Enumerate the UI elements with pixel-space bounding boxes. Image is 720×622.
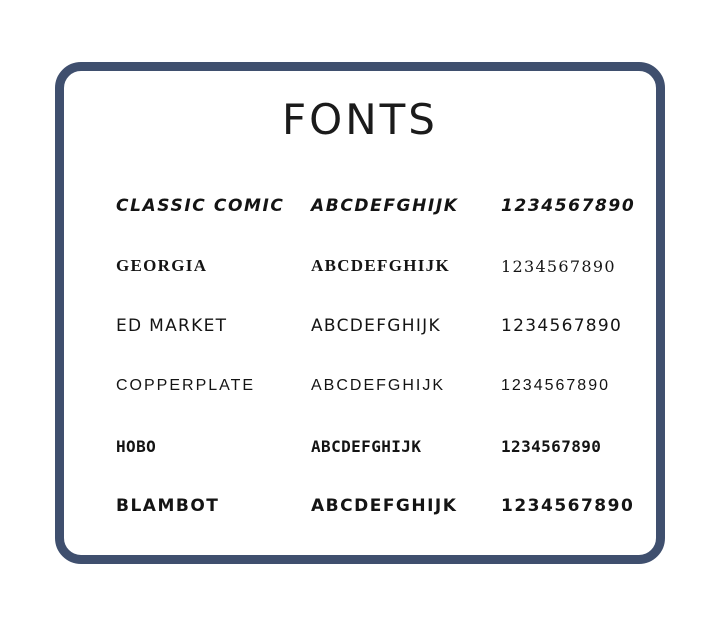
- list-item: [116, 236, 616, 296]
- list-item: [116, 356, 610, 416]
- font-name: GEORGIA: [116, 256, 208, 275]
- font-alphabet-sample: ABCDEFGHIJK: [311, 256, 450, 275]
- font-alphabet-sample: ABCDEFGHIJK: [311, 377, 446, 394]
- page-title: FONTS: [282, 95, 438, 144]
- list-item: [116, 296, 623, 356]
- font-name: COPPERPLATE: [116, 377, 256, 394]
- font-numerals-sample: 1234567890: [501, 436, 602, 456]
- font-numerals-sample: 1234567890: [501, 256, 616, 276]
- font-alphabet-sample: ABCDEFGHIJK: [311, 316, 441, 336]
- font-numerals-sample: 1234567890: [501, 496, 635, 516]
- font-name: BLAMBOT: [116, 496, 220, 516]
- fonts-card: [55, 62, 665, 564]
- font-name: CLASSIC COMIC: [116, 196, 285, 216]
- list-item: [116, 476, 635, 536]
- font-numerals-sample: 1234567890: [501, 377, 610, 394]
- font-numerals-sample: 1234567890: [501, 196, 636, 216]
- font-name: ED MARKET: [116, 316, 228, 336]
- font-numerals-sample: 1234567890: [501, 316, 623, 336]
- font-name: HOBO: [116, 436, 157, 456]
- font-specimen-list: [64, 176, 656, 536]
- font-alphabet-sample: ABCDEFGHIJK: [311, 196, 459, 216]
- font-alphabet-sample: ABCDEFGHIJK: [311, 436, 422, 456]
- list-item: [116, 416, 610, 476]
- list-item: [116, 176, 636, 236]
- font-alphabet-sample: ABCDEFGHIJK: [311, 496, 458, 516]
